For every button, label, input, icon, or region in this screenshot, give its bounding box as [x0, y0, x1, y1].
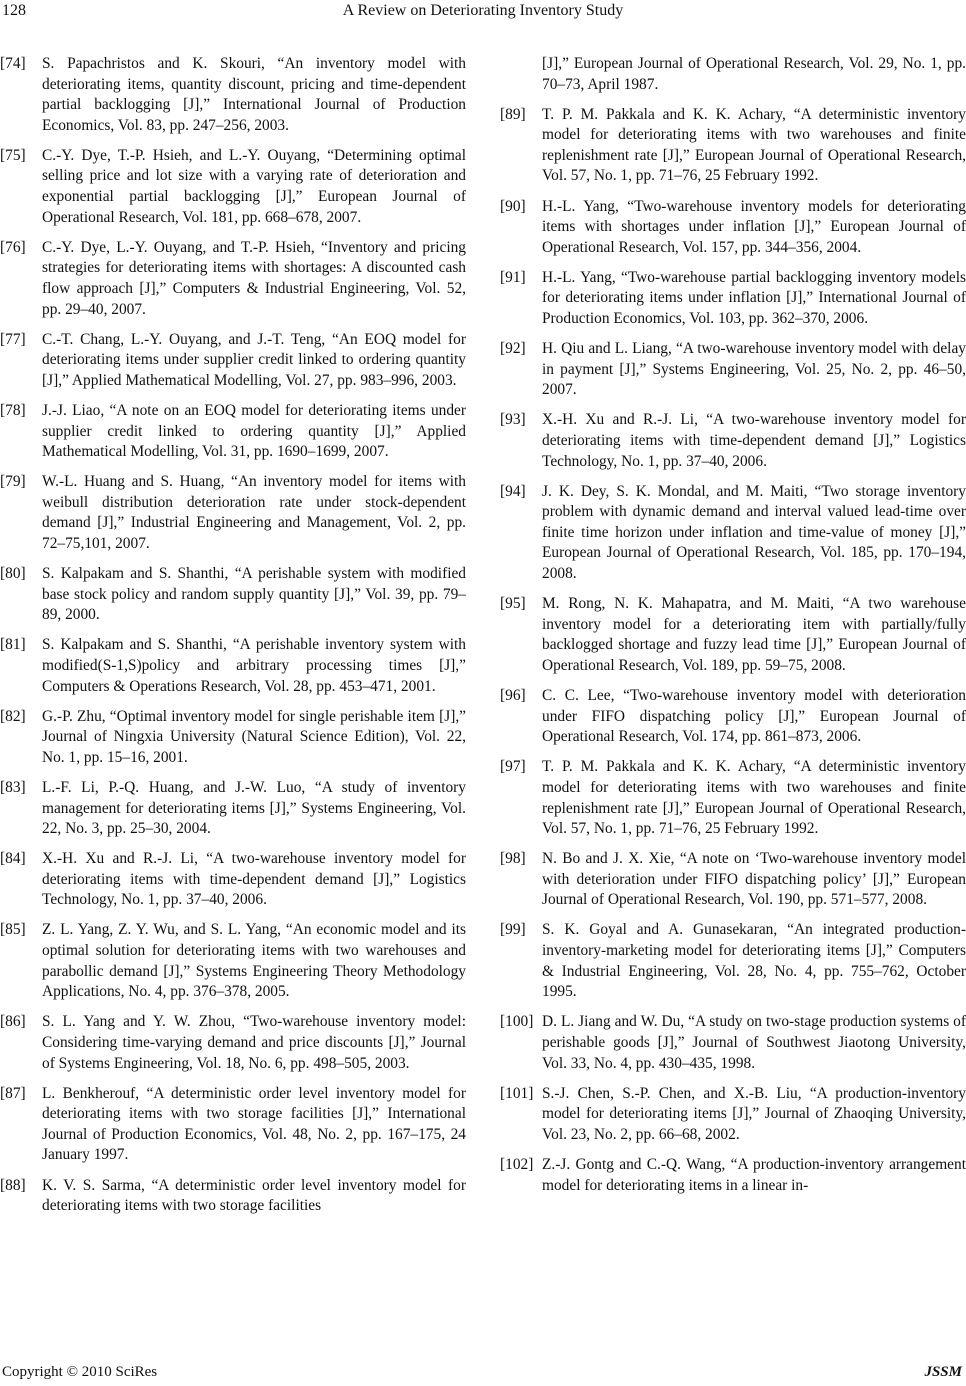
reference-text: S. K. Goyal and A. Gunasekaran, “An integrated production-inventory-marketing model for deteriorating items [J],” Computers & Industrial Engineering, Vol. 28, No. 4, pp. 755–762, October 1995.	[542, 921, 966, 1001]
reference-text: L.-F. Li, P.-Q. Huang, and J.-W. Luo, “A study of inventory management for deteriorating items [J],” Systems Engineering, Vol. 22, No. 3, pp. 25–30, 2004.	[42, 778, 466, 838]
reference-text: S. Kalpakam and S. Shanthi, “A perishable inventory system with modified(S-1,S)policy and arbitrary processing times [J],” Computers & Operations Research, Vol. 28, pp. 453–471, 2001.	[42, 636, 466, 695]
reference-entry	[500, 197, 966, 259]
reference-text: L. Benkherouf, “A deterministic order level inventory model for deteriorating items with two storage facilities [J],” International Journal of Production Economics, Vol. 48, No. 2, pp. 167–175, 24 January 1997.	[42, 1084, 466, 1164]
reference-entry	[500, 268, 966, 330]
reference-text: X.-H. Xu and R.-J. Li, “A two-warehouse inventory model for deteriorating items with time-dependent demand [J],” Logistics Technology, No. 1, pp. 37–40, 2006.	[542, 411, 966, 470]
reference-text: K. V. S. Sarma, “A deterministic order level inventory model for deteriorating items with two storage facilities	[42, 1176, 466, 1215]
reference-number: [87]	[0, 1084, 26, 1102]
reference-number: [75]	[0, 146, 26, 164]
reference-text: M. Rong, N. K. Mahapatra, and M. Maiti, “A two warehouse inventory model for a deteriorating item with partially/fully backlogged shortage and fuzzy lead time [J],” European Journal of Operational Research, Vol. 189, pp. 59–75, 2008.	[542, 595, 966, 674]
reference-number: [77]	[0, 330, 26, 348]
reference-number: [79]	[0, 473, 26, 491]
reference-number: [83]	[0, 778, 26, 796]
reference-number: [89]	[500, 105, 526, 123]
reference-entry	[500, 54, 966, 95]
reference-text: X.-H. Xu and R.-J. Li, “A two-warehouse inventory model for deteriorating items with time-dependent demand [J],” Logistics Technology, No. 1, pp. 37–40, 2006.	[42, 850, 466, 909]
references-right-column	[500, 54, 966, 1206]
reference-number: [95]	[500, 595, 526, 613]
references-left-column	[0, 54, 466, 1226]
reference-number: [93]	[500, 411, 526, 429]
journal-abbreviation: JSSM	[924, 1364, 962, 1380]
reference-text: T. P. M. Pakkala and K. K. Achary, “A deterministic inventory model for deteriorating items with two warehouses and finite replenishment rate [J],” European Journal of Operational Research, Vol. 57, No. 1, pp. 71–76, 25 February 1992.	[542, 105, 966, 185]
reference-entry	[500, 1084, 966, 1146]
reference-entry	[0, 54, 466, 136]
reference-number: [82]	[0, 707, 26, 725]
reference-text: C.-T. Chang, L.-Y. Ouyang, and J.-T. Teng, “An EOQ model for deteriorating items under supplier credit linked to ordering quantity [J],” Applied Mathematical Modelling, Vol. 27, pp. 983–996, 2003.	[42, 330, 466, 389]
reference-number: [80]	[0, 565, 26, 583]
reference-number: [102]	[500, 1155, 534, 1173]
running-title: A Review on Deteriorating Inventory Study	[342, 2, 624, 19]
reference-text: C. C. Lee, “Two-warehouse inventory model with deterioration under FIFO dispatching policy [J],” European Journal of Operational Research, Vol. 174, pp. 861–873, 2006.	[542, 687, 966, 746]
reference-entry	[500, 482, 966, 585]
reference-entry	[0, 146, 466, 228]
reference-entry	[500, 757, 966, 839]
reference-number: [92]	[500, 340, 526, 358]
reference-entry	[500, 1012, 966, 1074]
page-footer	[0, 1364, 966, 1384]
reference-entry	[0, 1012, 466, 1074]
reference-text: C.-Y. Dye, L.-Y. Ouyang, and T.-P. Hsieh, “Inventory and pricing strategies for deteriorating items with shortages: A discounted cash flow approach [J],” Computers & Industrial Engineering, Vol. 52, pp. 29–40, 2007.	[42, 238, 466, 318]
reference-text: D. L. Jiang and W. Du, “A study on two-stage production systems of perishable goods [J],” Journal of Southwest Jiaotong University, Vol. 33, No. 4, pp. 430–435, 1998.	[542, 1013, 966, 1072]
reference-text: S.-J. Chen, S.-P. Chen, and X.-B. Liu, “A production-inventory model for deteriorating items [J],” Journal of Zhaoqing University, Vol. 23, No. 2, pp. 66–68, 2002.	[542, 1084, 966, 1143]
reference-text: Z. L. Yang, Z. Y. Wu, and S. L. Yang, “An economic model and its optimal solution for deteriorating items with two warehouses and parabollic demand [J],” Systems Engineering Theory Methodology Applications, No. 4, pp. 376–378, 2005.	[42, 921, 466, 1001]
reference-text: W.-L. Huang and S. Huang, “An inventory model for items with weibull distribution deterioration rate under stock-dependent demand [J],” Industrial Engineering and Management, Vol. 2, pp. 72–75,101, 2007.	[42, 473, 466, 552]
page-number: 128	[2, 2, 26, 19]
reference-entry	[0, 238, 466, 320]
reference-number: [91]	[500, 268, 526, 286]
reference-entry	[500, 410, 966, 472]
reference-number: [96]	[500, 687, 526, 705]
reference-entry	[500, 339, 966, 401]
reference-number: [84]	[0, 850, 26, 868]
reference-text: [J],” European Journal of Operational Research, Vol. 29, No. 1, pp. 70–73, April 1987.	[542, 55, 966, 93]
reference-text: J. K. Dey, S. K. Mondal, and M. Maiti, “Two storage inventory problem with dynamic demand and interval valued lead-time over finite time horizon under inflation and time-value of money [J],” European Journal of Operational Research, Vol. 185, pp. 170–194, 2008.	[542, 482, 966, 583]
reference-entry	[0, 564, 466, 626]
reference-number: [99]	[500, 921, 526, 939]
reference-entry	[0, 401, 466, 463]
reference-text: G.-P. Zhu, “Optimal inventory model for single perishable item [J],” Journal of Ningxia University (Natural Science Edition), Vol. 22, No. 1, pp. 15–16, 2001.	[42, 707, 466, 766]
reference-number: [74]	[0, 55, 26, 72]
reference-entry	[0, 849, 466, 911]
reference-text: H.-L. Yang, “Two-warehouse partial backlogging inventory models for deteriorating items under inflation [J],” International Journal of Production Economics, Vol. 103, pp. 362–370, 2006.	[542, 268, 966, 328]
reference-text: Z.-J. Gontg and C.-Q. Wang, “A production-inventory arrangement model for deteriorating items in a linear in-	[542, 1155, 966, 1194]
reference-entry	[0, 707, 466, 769]
reference-text: H.-L. Yang, “Two-warehouse inventory models for deteriorating items with shortages under inflation [J],” European Journal of Operational Research, Vol. 157, pp. 344–356, 2004.	[542, 197, 966, 256]
reference-number: [81]	[0, 636, 26, 654]
reference-entry	[0, 1084, 466, 1166]
reference-entry	[500, 1155, 966, 1196]
reference-number: [94]	[500, 482, 526, 500]
reference-entry	[0, 330, 466, 392]
reference-entry	[0, 635, 466, 697]
reference-number: [85]	[0, 921, 26, 939]
page-header	[0, 0, 966, 24]
reference-entry	[500, 594, 966, 676]
reference-entry	[0, 1176, 466, 1217]
reference-entry	[0, 778, 466, 840]
reference-text: H. Qiu and L. Liang, “A two-warehouse inventory model with delay in payment [J],” Systems Engineering, Vol. 25, No. 2, pp. 46–50, 2007.	[542, 340, 966, 399]
reference-entry	[500, 849, 966, 911]
reference-number: [97]	[500, 758, 526, 776]
reference-text: S. L. Yang and Y. W. Zhou, “Two-warehouse inventory model: Considering time-varying demand and price discounts [J],” Journal of Systems Engineering, Vol. 18, No. 6, pp. 498–505, 2003.	[42, 1013, 466, 1072]
copyright-notice: Copyright © 2010 SciRes	[2, 1364, 158, 1380]
reference-number: [88]	[0, 1176, 26, 1194]
reference-entry	[500, 686, 966, 748]
reference-text: C.-Y. Dye, T.-P. Hsieh, and L.-Y. Ouyang, “Determining optimal selling price and lot size with a varying rate of deterioration and exponential partial backlogging [J],” European Journal of Operational Research, Vol. 181, pp. 668–678, 2007.	[42, 146, 466, 226]
reference-number: [90]	[500, 197, 526, 215]
reference-text: T. P. M. Pakkala and K. K. Achary, “A deterministic inventory model for deteriorating items with two warehouses and finite replenishment rate [J],” European Journal of Operational Research, Vol. 57, No. 1, pp. 71–76, 25 February 1992.	[542, 758, 966, 838]
reference-text: N. Bo and J. X. Xie, “A note on ‘Two-warehouse inventory model with deterioration under FIFO dispatching policy’ [J],” European Journal of Operational Research, Vol. 190, pp. 571–577, 2008.	[542, 850, 966, 909]
reference-number: [101]	[500, 1084, 534, 1102]
reference-number: [100]	[500, 1013, 534, 1031]
reference-text: J.-J. Liao, “A note on an EOQ model for deteriorating items under supplier credit linked to ordering quantity [J],” Applied Mathematical Modelling, Vol. 31, pp. 1690–1699, 2007.	[42, 401, 466, 461]
reference-entry	[0, 920, 466, 1002]
reference-entry	[500, 920, 966, 1002]
reference-number: [78]	[0, 401, 26, 419]
reference-number: [98]	[500, 850, 526, 868]
reference-entry	[500, 105, 966, 187]
reference-entry	[0, 472, 466, 554]
reference-number: [76]	[0, 238, 26, 256]
reference-text: S. Kalpakam and S. Shanthi, “A perishable system with modified base stock policy and random supply quantity [J],” Vol. 39, pp. 79–89, 2000.	[42, 565, 466, 624]
reference-number: [86]	[0, 1013, 26, 1031]
reference-text: S. Papachristos and K. Skouri, “An inventory model with deteriorating items, quantity discount, pricing and time-dependent partial backlogging [J],” International Journal of Production Economics, Vol. 83, pp. 247–256, 2003.	[42, 55, 466, 134]
